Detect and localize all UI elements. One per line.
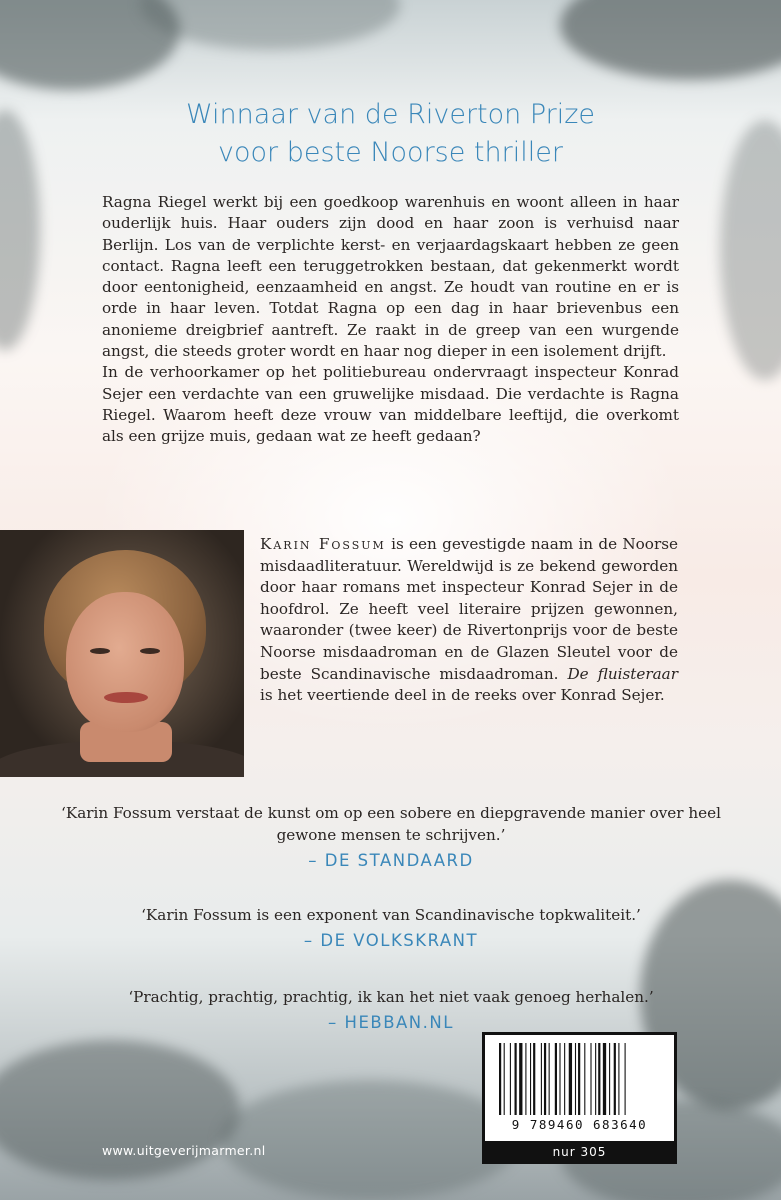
isbn-barcode [482, 1032, 677, 1144]
author-name: Karin Fossum [260, 535, 386, 553]
tree-silhouette [220, 1080, 520, 1200]
publisher-website: www.uitgeverijmarmer.nl [102, 1143, 266, 1158]
award-heading-line1: Winnaar van de Riverton Prize [185, 99, 596, 130]
quote-text: ‘Karin Fossum verstaat de kunst om op een sobere en diepgravende manier over heel gewone mensen te schrijven.’ [61, 804, 721, 844]
author-bio [260, 534, 678, 707]
tree-silhouette [0, 1040, 240, 1180]
review-quote [60, 986, 722, 1038]
review-quote [60, 904, 722, 956]
blurb-paragraph-1: Ragna Riegel werkt bij een goedkoop warenhuis en woont alleen in haar ouderlijk huis. Haar ouders zijn dood en haar zoon is verhuisd naar Berlijn. Los van de verplichte kerst- en verjaardagskaart hebben ze geen contact. Ragna leeft een teruggetrokken bestaan, dat gekenmerkt wordt door eentonigheid, eenzaamheid en angst. Ze houdt van routine en er is orde in haar leven. Totdat Ragna op een dag in haar brievenbus een anonieme dreigbrief aantreft. Ze raakt in de greep van een wurgende angst, die steeds groter wordt en haar nog dieper in een isolement drijft. [102, 193, 679, 361]
quote-text: ‘Karin Fossum is een exponent van Scandinavische topkwaliteit.’ [141, 906, 641, 924]
quote-text: ‘Prachtig, prachtig, prachtig, ik kan het niet vaak genoeg herhalen.’ [128, 988, 654, 1006]
book-title: De fluisteraar [567, 664, 678, 683]
nur-label [482, 1143, 677, 1164]
author-photo [0, 530, 244, 777]
quote-source: – DE STANDAARD [308, 851, 474, 870]
award-heading-line2: voor beste Noorse thriller [218, 137, 563, 168]
blurb-paragraph-2: In de verhoorkamer op het politiebureau ondervraagt inspecteur Konrad Sejer een verdachte van een gruwelijke misdaad. Die verdachte is Ragna Riegel. Waarom heeft deze vrouw van middelbare leeftijd, die overkomt als een grijze muis, gedaan wat ze heeft gedaan? [102, 363, 679, 446]
book-blurb [102, 192, 679, 448]
isbn-number: 9 789460 683640 [511, 1117, 648, 1132]
author-bio-text-1: is een gevestigde naam in de Noorse misdaadliteratuur. Wereldwijd is ze bekend geworden door haar romans met inspecteur Konrad Sejer in de hoofdrol. Ze heeft veel literaire prijzen gewonnen, waaronder (twee keer) de Rivertonprijs voor de beste Noorse misdaadroman en de Glazen Sleutel voor de beste Scandinavische misdaadroman. [260, 535, 678, 683]
review-quote [60, 802, 722, 876]
barcode-icon [499, 1043, 665, 1115]
award-heading [0, 96, 781, 172]
author-bio-text-2: is het veertiende deel in de reeks over Konrad Sejer. [260, 686, 665, 705]
nur-code: nur 305 [552, 1145, 607, 1159]
tree-silhouette [140, 0, 400, 50]
quote-source: – HEBBAN.NL [328, 1013, 454, 1032]
quote-source: – DE VOLKSKRANT [303, 931, 479, 950]
tree-silhouette [560, 0, 781, 80]
